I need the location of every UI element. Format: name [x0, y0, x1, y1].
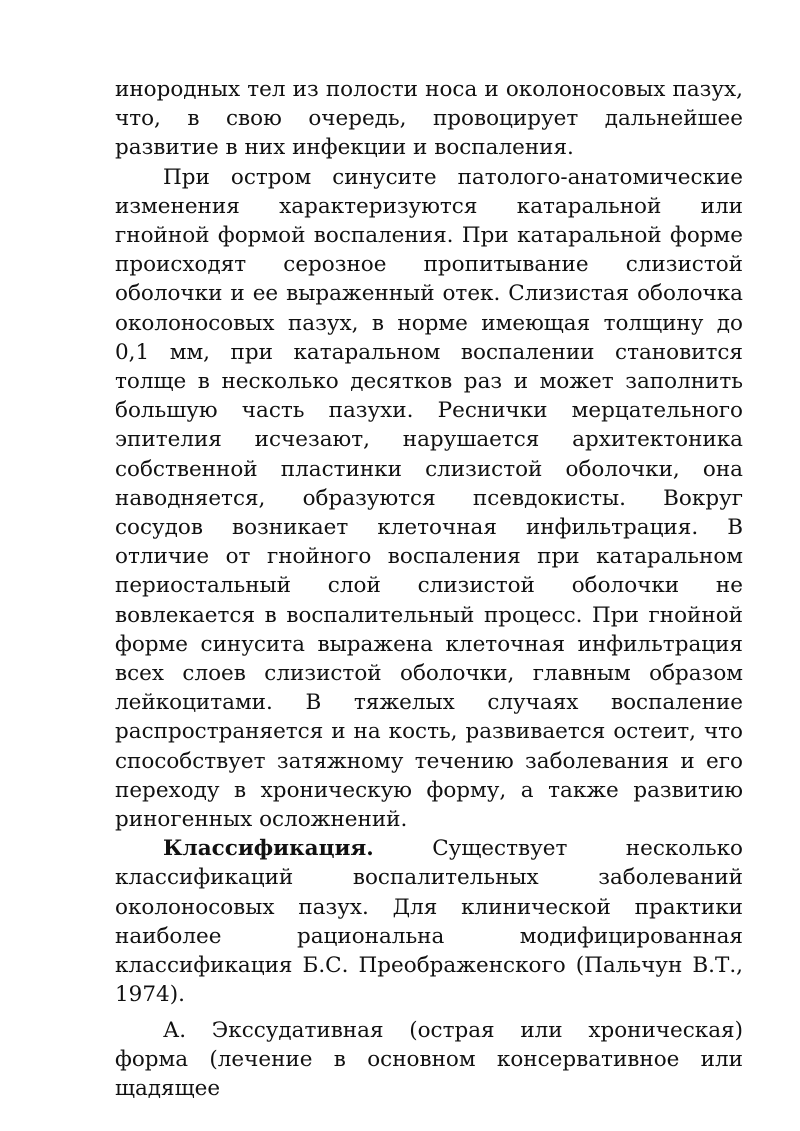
document-page [115, 75, 743, 1103]
paragraph-exudative-form: А. Экссудативная (острая или хроническая) форма (лечение в основном консервативное или щадящее [115, 1017, 743, 1101]
paragraph-continuation: инородных тел из полости носа и околоносовых пазух, что, в свою очередь, провоцирует дальнейшее развитие в них инфекции и воспаления. [115, 77, 743, 161]
classification-heading: Классификация. [163, 836, 374, 862]
paragraph-classification [115, 834, 743, 1009]
classification-text: Существует несколько классификаций воспалительных заболеваний околоносовых пазух. Для клинической практики наиболее рациональна модифицированная классификация Б.С. Преображенского (Пальчун В.Т., 1974). [115, 836, 743, 1008]
paragraph-acute-sinusitis: При остром синусите патолого-анатомические изменения характеризуются катаральной или гнойной формой воспаления. При катаральной форме происходят серозное пропитывание слизистой оболочки и ее выраженный отек. Слизистая оболочка околоносовых пазух, в норме имеющая толщину до 0,1 мм, при катаральном воспалении становится толще в несколько десятков раз и может заполнить большую часть пазухи. Реснички мерцательного эпителия исчезают, нарушается архитектоника собственной пластинки слизистой оболочки, она наводняется, образуются псевдокисты. Вокруг сосудов возникает клеточная инфильтрация. В отличие от гнойного воспаления при катаральном периостальный слой слизистой оболочки не вовлекается в воспалительный процесс. При гнойной форме синусита выражена клеточная инфильтрация всех слоев слизистой оболочки, главным образом лейкоцитами. В тяжелых случаях воспаление распространяется и на кость, развивается остеит, что способствует затяжному течению заболевания и его переходу в хроническую форму, а также развитию риногенных осложнений. [115, 164, 743, 833]
